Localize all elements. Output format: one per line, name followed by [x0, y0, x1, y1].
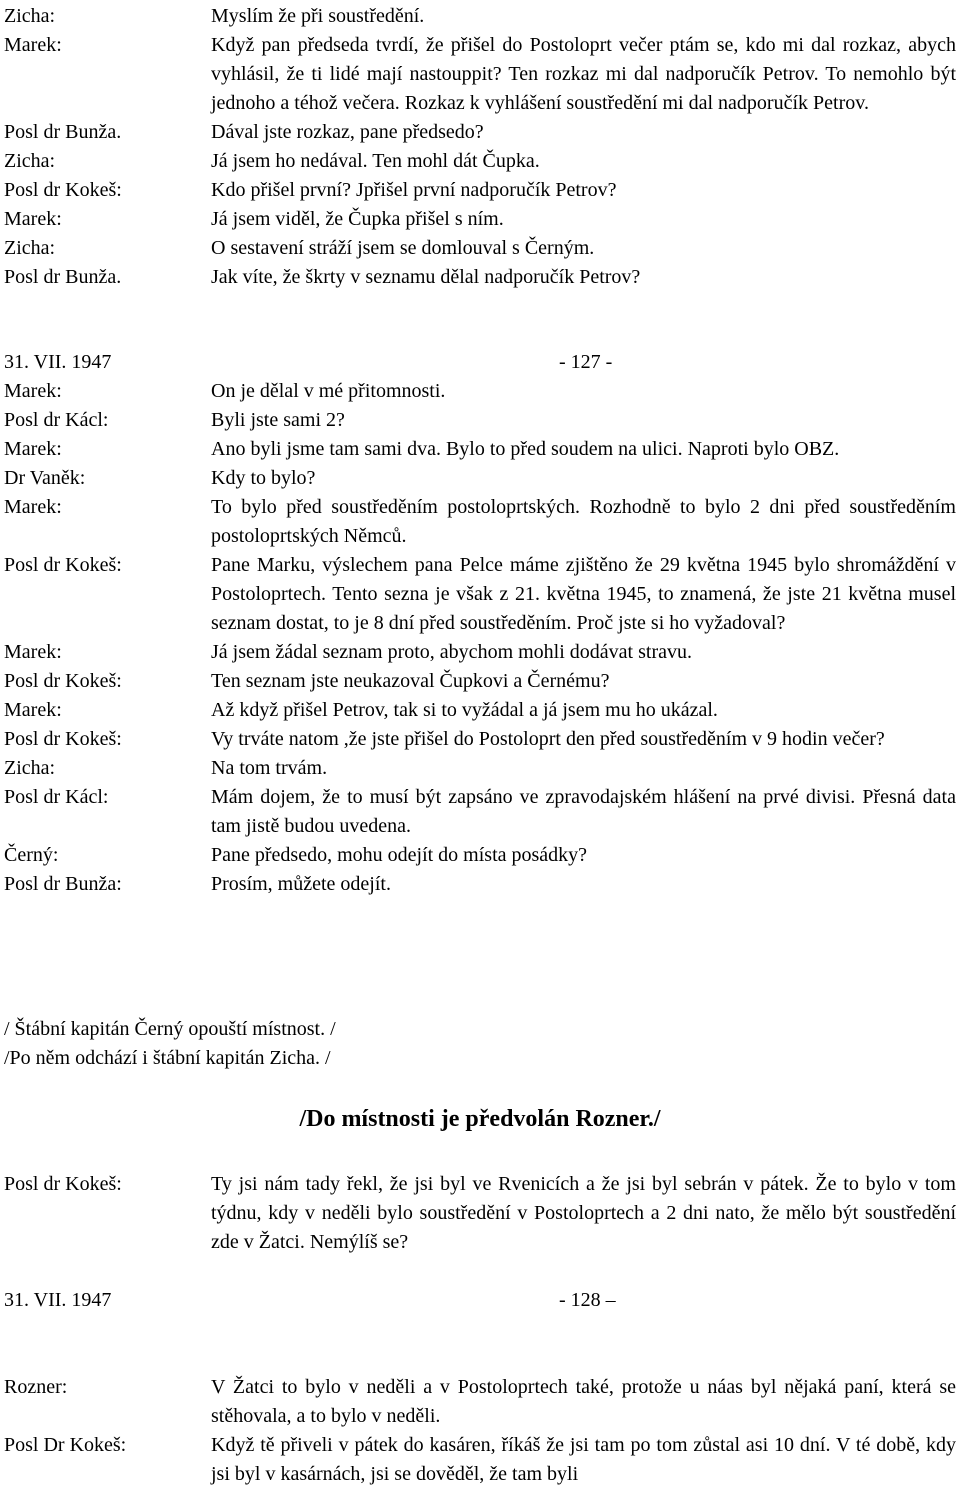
speaker-name: Zicha:	[4, 757, 56, 779]
speech-text: Pane předsedo, mohu odejít do místa posádky?	[211, 844, 588, 866]
dialogue-block-4	[4, 1373, 956, 1489]
speech-text: Já jsem viděl, že Čupka přišel s ním.	[211, 208, 504, 230]
speaker-name: Dr Vaněk:	[4, 467, 86, 489]
speaker-name: Posl dr Kokeš:	[4, 179, 122, 201]
speech-text: Ten seznam jste neukazoval Čupkovi a Černému?	[211, 670, 610, 692]
speech-text: Vy trváte natom ,že jste přišel do Postoloprt den před soustředěním v 9 hodin večer?	[211, 728, 885, 750]
dialogue-row	[4, 1373, 956, 1431]
speech-text: On je dělal v mé přitomnosti.	[211, 380, 446, 402]
speaker-name: Posl dr Kácl:	[4, 409, 109, 431]
speech-text: Kdy to bylo?	[211, 467, 316, 489]
speech-text: O sestavení stráží jsem se domlouval s Černým.	[211, 237, 595, 259]
speech-text: To bylo před soustředěním postoloprtských. Rozhodně to bylo 2 dni před soustředěním postoloprtských Němců.	[211, 496, 956, 547]
speaker-name: Zicha:	[4, 5, 56, 27]
dialogue-row	[4, 147, 956, 176]
dialogue-row	[4, 31, 956, 118]
speaker-name: Posl dr Kokeš:	[4, 728, 122, 750]
speaker-name: Zicha:	[4, 150, 56, 172]
speech-text: Když pan předseda tvrdí, že přišel do Postoloprt večer ptám se, kdo mi dal rozkaz, abych vyhlásil, že ti lidé mají nastouppit? Ten rozkaz mi dal nadporučík Petrov. To nemohlo být jednoho a téhož večera. Rozkaz k vyhlášení soustředění mi dal nadporučík Petrov.	[211, 34, 956, 114]
speech-text: Mám dojem, že to musí být zapsáno ve zpravodajském hlášení na prvé divisi. Přesná data tam jistě budou uvedena.	[211, 786, 956, 837]
footer-date: 31. VII. 1947	[4, 351, 112, 373]
speech-text: Myslím že při soustředění.	[211, 5, 425, 27]
speech-text: Prosím, můžete odejít.	[211, 873, 391, 895]
page-footer-127	[4, 348, 956, 377]
speaker-name: Marek:	[4, 380, 62, 402]
dialogue-row	[4, 1170, 956, 1257]
speech-text: Ano byli jsme tam sami dva. Bylo to před soudem na ulici. Naproti bylo OBZ.	[211, 438, 840, 460]
footer-date: 31. VII. 1947	[4, 1289, 112, 1311]
dialogue-block-2	[4, 377, 956, 899]
speaker-name: Posl dr Kokeš:	[4, 554, 122, 576]
speaker-name: Zicha:	[4, 237, 56, 259]
speech-text: Až když přišel Petrov, tak si to vyžádal a já jsem mu ho ukázal.	[211, 699, 718, 721]
dialogue-row	[4, 551, 956, 638]
dialogue-row	[4, 696, 956, 725]
speaker-name: Rozner:	[4, 1376, 68, 1398]
dialogue-row	[4, 464, 956, 493]
dialogue-row	[4, 870, 956, 899]
speaker-name: Marek:	[4, 438, 62, 460]
speech-text: Ty jsi nám tady řekl, že jsi byl ve Rvenicích a že jsi byl sebrán v pátek. Že to bylo v tom týdnu, kdy v neděli bylo soustředění v Postoloprtech a 2 dni nato, že mělo být soustředění zde v Žatci. Nemýlíš se?	[211, 1173, 956, 1253]
speaker-name: Marek:	[4, 34, 62, 56]
speech-text: Na tom trvám.	[211, 757, 328, 779]
speaker-name: Posl dr Kácl:	[4, 786, 109, 808]
speech-text: Pane Marku, výslechem pana Pelce máme zjištěno že 29 května 1945 bylo shromáždění v Postoloprtech. Tento sezna je však z 21. května 1945, to znamená, že jste 21 května musel seznam dostat, to je 8 dní před soustředěním. Proč jste si ho vyžadoval?	[211, 554, 956, 634]
speaker-name: Marek:	[4, 641, 62, 663]
stage-direction: /Po něm odchází i štábní kapitán Zicha. /	[4, 1047, 331, 1069]
speech-text: Byli jste sami 2?	[211, 409, 345, 431]
dialogue-block-1	[4, 2, 956, 292]
stage-directions	[4, 1015, 956, 1073]
dialogue-row	[4, 205, 956, 234]
dialogue-row	[4, 783, 956, 841]
speech-text: Jak víte, že škrty v seznamu dělal nadporučík Petrov?	[211, 266, 641, 288]
dialogue-row	[4, 841, 956, 870]
speaker-name: Posl dr Kokeš:	[4, 1173, 122, 1195]
dialogue-row	[4, 667, 956, 696]
dialogue-row	[4, 1431, 956, 1489]
speech-text: Já jsem ho nedával. Ten mohl dát Čupka.	[211, 150, 540, 172]
dialogue-row	[4, 377, 956, 406]
dialogue-row	[4, 493, 956, 551]
dialogue-row	[4, 118, 956, 147]
speaker-name: Marek:	[4, 496, 62, 518]
dialogue-row	[4, 263, 956, 292]
dialogue-row	[4, 754, 956, 783]
speaker-name: Posl dr Kokeš:	[4, 670, 122, 692]
dialogue-row	[4, 406, 956, 435]
speaker-name: Posl Dr Kokeš:	[4, 1434, 127, 1456]
speaker-name: Černý:	[4, 844, 59, 866]
dialogue-row	[4, 638, 956, 667]
speaker-name: Marek:	[4, 699, 62, 721]
speaker-name: Marek:	[4, 208, 62, 230]
page-footer-128	[4, 1286, 956, 1315]
speech-text: Dával jste rozkaz, pane předsedo?	[211, 121, 484, 143]
dialogue-block-3	[4, 1170, 956, 1257]
speaker-name: Posl dr Bunža.	[4, 266, 122, 288]
speaker-name: Posl dr Bunža:	[4, 873, 122, 895]
speech-text: V Žatci to bylo v neděli a v Postoloprtech také, protože u náas byl nějaká paní, která se stěhovala, a to bylo v neděli.	[211, 1376, 956, 1427]
page-number: - 128 –	[559, 1289, 616, 1311]
dialogue-row	[4, 234, 956, 263]
speech-text: Když tě přiveli v pátek do kasáren, říkáš že jsi tam po tom zůstal asi 10 dní. V té době, kdy jsi byl v kasárnách, jsi se dověděl, že tam byli	[211, 1434, 956, 1485]
dialogue-row	[4, 2, 956, 31]
speech-text: Já jsem žádal seznam proto, abychom mohli dodávat stravu.	[211, 641, 692, 663]
dialogue-row	[4, 435, 956, 464]
dialogue-row	[4, 725, 956, 754]
page-number: - 127 -	[559, 351, 613, 373]
section-heading: /Do místnosti je předvolán Rozner./	[299, 1106, 661, 1132]
speaker-name: Posl dr Bunža.	[4, 121, 122, 143]
speech-text: Kdo přišel první? Jpřišel první nadporučík Petrov?	[211, 179, 617, 201]
stage-direction: / Štábní kapitán Černý opouští místnost. /	[4, 1018, 336, 1040]
dialogue-row	[4, 176, 956, 205]
